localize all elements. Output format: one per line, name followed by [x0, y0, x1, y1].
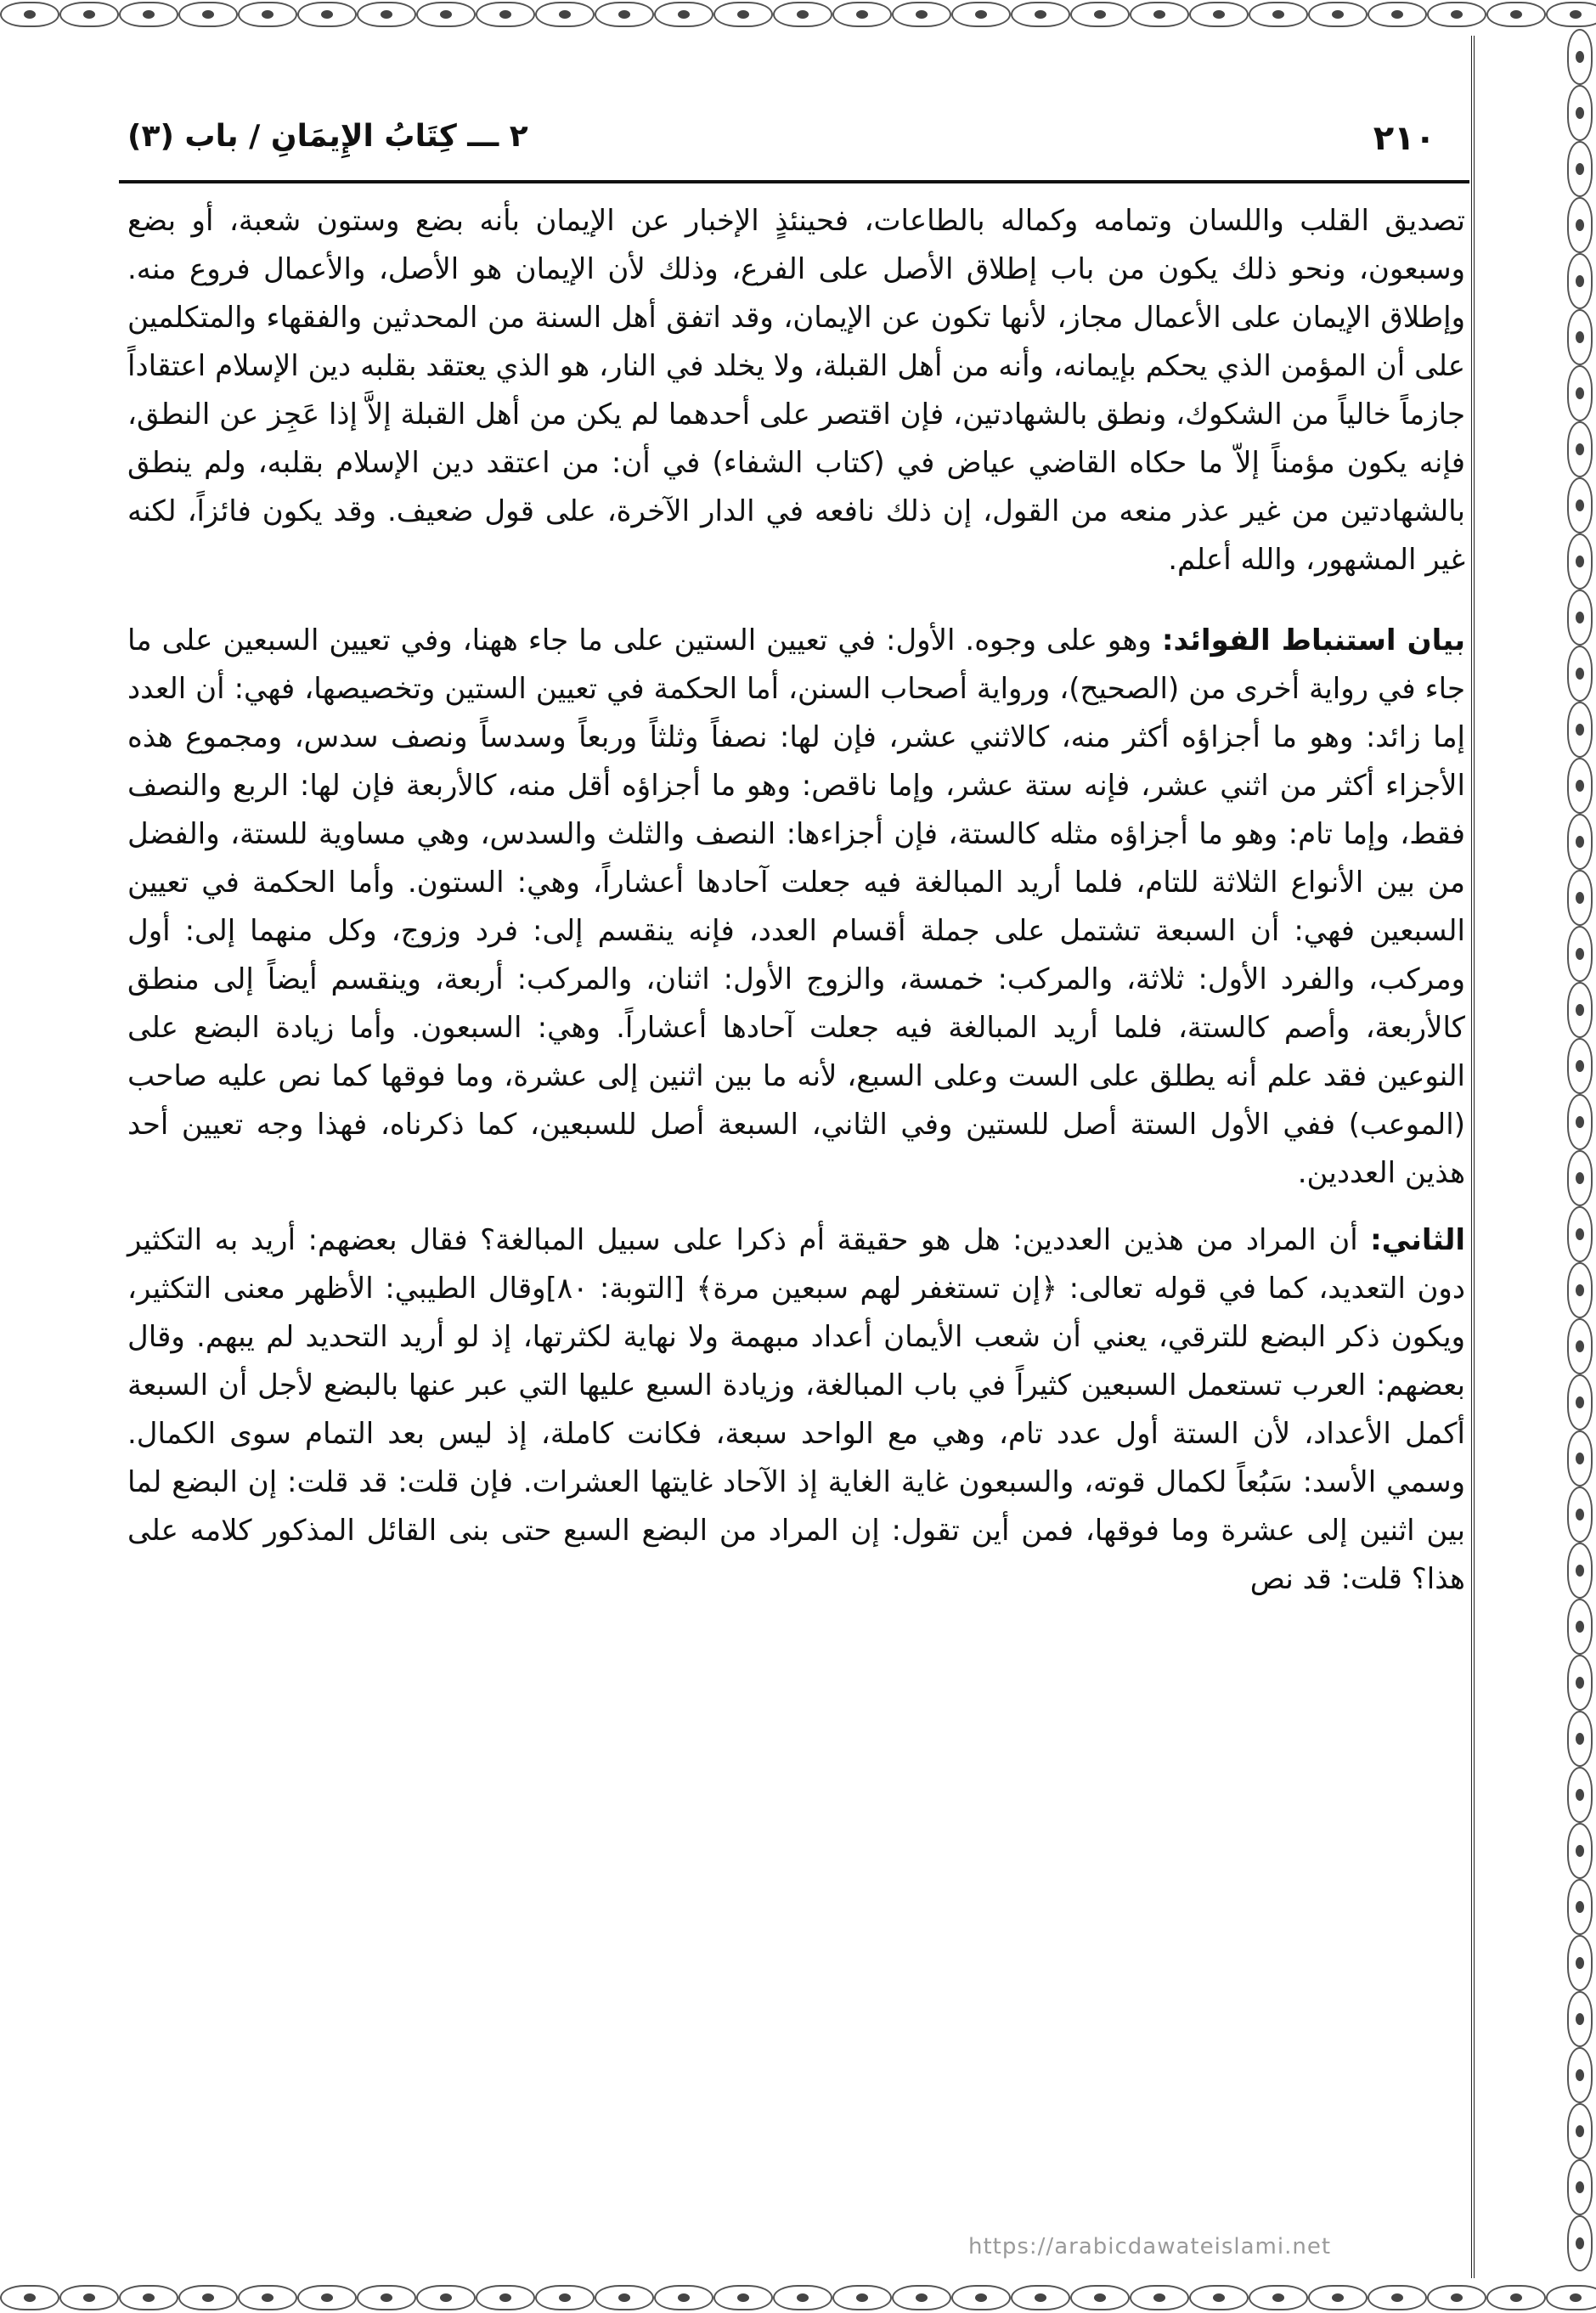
- border-ornament: [654, 2285, 713, 2310]
- border-ornament: [773, 2, 832, 27]
- border-ornament: [1011, 2285, 1070, 2310]
- border-ornament: [1567, 365, 1593, 421]
- border-ornament: [1567, 2047, 1593, 2103]
- border-ornament: [1368, 2285, 1427, 2310]
- border-ornament: [1567, 1655, 1593, 1711]
- border-ornament: [1567, 85, 1593, 141]
- border-ornament: [297, 2, 357, 27]
- border-ornament: [1368, 2, 1427, 27]
- paragraph-lead: بيان استنباط الفوائد:: [1161, 623, 1465, 657]
- border-ornament: [1567, 1767, 1593, 1823]
- border-ornament: [1486, 2, 1546, 27]
- border-ornament: [1567, 141, 1593, 197]
- paragraph-text: تصديق القلب واللسان وتمامه وكماله بالطاعات، فحينئذٍ الإخبار عن الإيمان بأنه بضع وستون شعبة، أو بضع وسبعون، ونحو ذلك يكون من باب إطلاق الأصل على الفرع، وذلك لأن الإيمان هو الأصل، والأعمال فروع منه. وإطلاق الإيمان على الأعمال مجاز، لأنها تكون عن الإيمان، وقد اتفق أهل السنة من المحدثين والفقهاء والمتكلمين على أن المؤمن الذي يحكم بإيمانه، وأنه من أهل القبلة، ولا يخلد في النار، هو الذي يعتقد بقلبه دين الإسلام اعتقاداً جازماً خالياً من الشكوك، ونطق بالشهادتين، فإن اقتصر على أحدهما لم يكن من أهل القبلة إلاَّ إذا عَجِز عن النطق، فإنه يكون مؤمناً إلاّ ما حكاه القاضي عياض في (كتاب الشفاء) في أن: من اعتقد دين الإسلام بقلبه، ولم ينطق بالشهادتين من غير عذر منعه من القول، إن ذلك نافعه في الدار الآخرة، على قول ضعيف. وقد يكون فائزاً، لكنه غير المشهور، والله أعلم.: [127, 204, 1465, 577]
- border-ornament: [119, 2, 178, 27]
- border-ornament: [1567, 309, 1593, 365]
- paragraph: [127, 1216, 1465, 1604]
- border-ornament: [119, 2285, 178, 2310]
- running-title: ٢ ـــ كِتَابُ الإِيمَانِ / باب (٣): [127, 119, 528, 154]
- border-ornament: [357, 2, 416, 27]
- border-ornament: [1567, 1711, 1593, 1767]
- border-ornament: [1567, 1599, 1593, 1655]
- border-ornament: [238, 2, 297, 27]
- border-ornament: [1567, 758, 1593, 814]
- border-ornament: [1567, 1150, 1593, 1206]
- border-ornament: [1567, 926, 1593, 982]
- border-ornament: [1546, 2285, 1596, 2310]
- border-ornament: [1427, 2, 1486, 27]
- border-ornament: [1308, 2, 1368, 27]
- border-ornament: [1567, 477, 1593, 533]
- border-ornament: [59, 2, 119, 27]
- border-ornament: [1567, 702, 1593, 758]
- page-number: ٢١٠: [1373, 119, 1435, 158]
- border-ornament: [357, 2285, 416, 2310]
- top-ornamental-border: [0, 0, 1596, 29]
- border-ornament: [1567, 646, 1593, 702]
- border-ornament: [1567, 1430, 1593, 1487]
- border-ornament: [1567, 1262, 1593, 1318]
- border-ornament: [1567, 197, 1593, 253]
- border-ornament: [59, 2285, 119, 2310]
- border-ornament: [892, 2, 951, 27]
- border-ornament: [1070, 2285, 1130, 2310]
- border-ornament: [535, 2285, 595, 2310]
- border-ornament: [654, 2, 713, 27]
- paragraph: [127, 197, 1465, 584]
- border-ornament: [951, 2285, 1011, 2310]
- border-ornament: [416, 2, 476, 27]
- border-ornament: [1567, 533, 1593, 590]
- border-ornament: [476, 2285, 535, 2310]
- border-ornament: [1567, 253, 1593, 309]
- border-ornament: [1189, 2, 1249, 27]
- border-ornament: [297, 2285, 357, 2310]
- border-ornament: [1567, 1374, 1593, 1430]
- border-ornament: [1567, 590, 1593, 646]
- border-ornament: [1567, 1318, 1593, 1374]
- border-ornament: [1308, 2285, 1368, 2310]
- border-ornament: [0, 2285, 59, 2310]
- border-ornament: [832, 2, 892, 27]
- paragraph-text: أن المراد من هذين العددين: هل هو حقيقة أم ذكرا على سبيل المبالغة؟ فقال بعضهم: أريد به التكثير دون التعديد، كما في قوله تعالى: ﴿إن تستغفر لهم سبعين مرة﴾ [التوبة: ٨٠]وقال الطيبي: الأظهر معنى التكثير، ويكون ذكر البضع للترقي، يعني أن شعب الأيمان أعداد مبهمة ولا نهاية لكثرتها، إذ لو أريد التحديد لم يبهم. وقال بعضهم: العرب تستعمل السبعين كثيراً في باب المبالغة، وزيادة السبع عليها التي عبر عنها بالبضع لأجل أن السبعة أكمل الأعداد، لأن الستة أول عدد تام، وهي مع الواحد سبعة، فكانت كاملة، إذ ليس بعد التمام سوى الكمال. وسمي الأسد: سَبُعاً لكمال قوته، والسبعون غاية الغاية إذ الآحاد غايتها العشرات. فإن قلت: قد قلت: إن البضع لما بين اثنين إلى عشرة وما فوقها، فمن أين تقول: إن المراد من البضع السبع حتى بنى القائل المذكور كلامه على هذا؟ قلت: قد نص: [127, 1223, 1465, 1596]
- border-ornament: [773, 2285, 832, 2310]
- border-ornament: [1567, 982, 1593, 1038]
- border-ornament: [1249, 2285, 1308, 2310]
- border-ornament: [1011, 2, 1070, 27]
- border-ornament: [1567, 2103, 1593, 2159]
- border-ornament: [1567, 1038, 1593, 1094]
- border-ornament: [1486, 2285, 1546, 2310]
- border-ornament: [1567, 1206, 1593, 1262]
- watermark-url: https://arabicdawateislami.net: [968, 2234, 1332, 2259]
- border-ornament: [1567, 29, 1593, 85]
- paragraph-lead: الثاني:: [1370, 1223, 1465, 1257]
- border-ornament: [713, 2285, 773, 2310]
- border-ornament: [1427, 2285, 1486, 2310]
- border-ornament: [595, 2, 654, 27]
- border-ornament: [1130, 2, 1189, 27]
- border-ornament: [1130, 2285, 1189, 2310]
- bottom-ornamental-border: [0, 2283, 1596, 2312]
- paragraph: [127, 617, 1465, 1198]
- border-ornament: [1546, 2, 1596, 27]
- header-rule: [119, 180, 1469, 183]
- border-ornament: [1567, 2159, 1593, 2215]
- right-ornamental-border: [1562, 29, 1596, 2283]
- border-ornament: [1567, 1935, 1593, 1991]
- border-ornament: [595, 2285, 654, 2310]
- border-ornament: [1249, 2, 1308, 27]
- page-header: [110, 119, 1469, 170]
- border-ornament: [1567, 814, 1593, 870]
- border-ornament: [1567, 421, 1593, 477]
- border-ornament: [1567, 1543, 1593, 1599]
- border-ornament: [1567, 1879, 1593, 1935]
- border-ornament: [238, 2285, 297, 2310]
- border-ornament: [535, 2, 595, 27]
- border-ornament: [178, 2, 238, 27]
- border-ornament: [832, 2285, 892, 2310]
- main-text: [127, 197, 1465, 1622]
- border-ornament: [178, 2285, 238, 2310]
- border-ornament: [0, 2, 59, 27]
- border-ornament: [713, 2, 773, 27]
- border-ornament: [892, 2285, 951, 2310]
- border-ornament: [1567, 1094, 1593, 1150]
- border-ornament: [1070, 2, 1130, 27]
- border-ornament: [951, 2, 1011, 27]
- border-ornament: [416, 2285, 476, 2310]
- paragraph-text: وهو على وجوه. الأول: في تعيين الستين على ما جاء ههنا، وفي تعيين السبعين على ما جاء في رواية أخرى من (الصحيح)، ورواية أصحاب السنن، أما الحكمة في تعيين الستين وتخصيصها، فهي: أن العدد إما زائد: وهو ما أجزاؤه أكثر منه، كالاثني عشر، فإن لها: نصفاً وثلثاً وربعاً وسدساً ونصف سدس، ومجموع هذه الأجزاء أكثر من اثني عشر، فإنه ستة عشر، وإما ناقص: وهو ما أجزاؤه أقل منه، كالأربعة فإن لها: الربع والنصف فقط، وإما تام: وهو ما أجزاؤه مثله كالستة، فإن أجزاءها: النصف والثلث والسدس، وهي مساوية للستة، والفضل من بين الأنواع الثلاثة للتام، فلما أريد المبالغة فيه جعلت آحادها أعشاراً، وهي: الستون. وأما الحكمة في تعيين السبعين فهي: أن السبعة تشتمل على جملة أقسام العدد، فإنه ينقسم إلى: فرد وزوج، وكل منهما إلى: أول ومركب، والفرد الأول: ثلاثة، والمركب: خمسة، والزوج الأول: اثنان، والمركب: أربعة، وينقسم أيضاً إلى منطق كالأربعة، وأصم كالستة، فلما أريد المبالغة فيه جعلت آحادها أعشاراً. وهي: السبعون. وأما زيادة البضع على النوعين فقد علم أنه يطلق على الست وعلى السبع، لأنه ما بين اثنين إلى عشرة، وما فوقها كما نص عليه صاحب (الموعب) ففي الأول الستة أصل للستين وفي الثاني، السبعة أصل للسبعين، كما ذكرناه، فهذا وجه تعيين أحد هذين العددين.: [127, 623, 1465, 1190]
- border-ornament: [1567, 1487, 1593, 1543]
- border-ornament: [1567, 2215, 1593, 2271]
- border-ornament: [476, 2, 535, 27]
- border-ornament: [1567, 870, 1593, 926]
- border-ornament: [1189, 2285, 1249, 2310]
- border-ornament: [1567, 1823, 1593, 1879]
- border-ornament: [1567, 1991, 1593, 2047]
